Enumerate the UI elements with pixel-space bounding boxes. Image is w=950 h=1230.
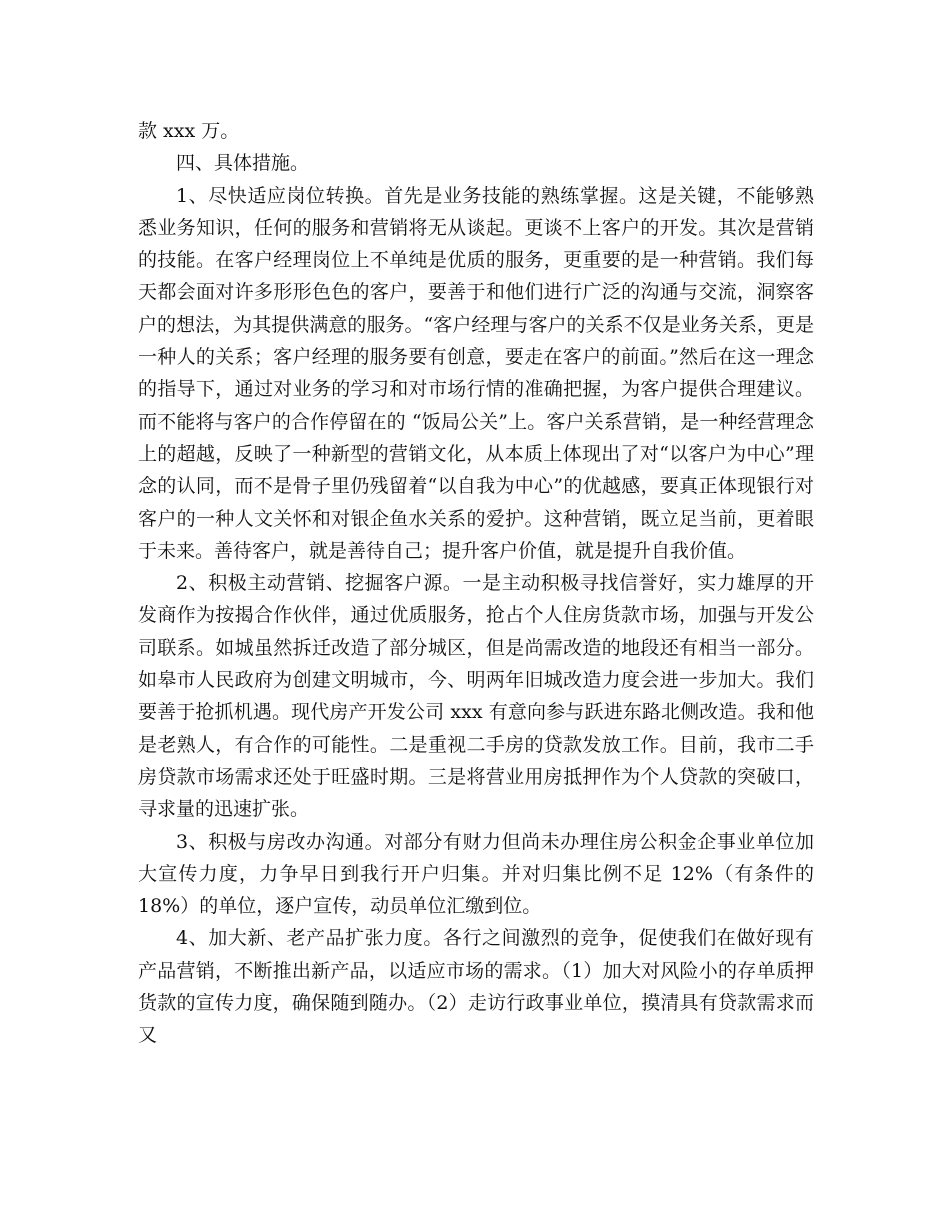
paragraph-measure-1: 1、尽快适应岗位转换。首先是业务技能的熟练掌握。这是关键，不能够熟悉业务知识，任何的服务和营销将无从谈起。更谈不上客户的开发。其次是营销的技能。在客户经理岗位上不单纯是优质的服务，更重要的是一种营销。我们每天都会面对许多形形色色的客户，要善于和他们进行广泛的沟通与交流，洞察客户的想法，为其提供满意的服务。“客户经理与客户的关系不仅是业务关系，更是一种人的关系；客户经理的服务要有创意，要走在客户的前面。”然后在这一理念的指导下，通过对业务的学习和对市场行情的准确把握，为客户提供合理建议。而不能将与客户的合作停留在的 “饭局公关”上。客户关系营销，是一种经营理念上的超越，反映了一种新型的营销文化，从本质上体现出了对“以客户为中心”理念的认同，而不是骨子里仍残留着“以自我为中心”的优越感，要真正体现银行对客户的一种人文关怀和对银企鱼水关系的爱护。这种营销，既立足当前，更着眼于未来。善待客户，就是善待自己；提升客户价值，就是提升自我价值。 [138,184,814,562]
paragraph-measure-4: 4、加大新、老产品扩张力度。各行之间激烈的竞争，促使我们在做好现有产品营销，不断推出新产品，以适应市场的需求。（1）加大对风险小的存单质押货款的宣传力度，确保随到随办。（2）走访行政事业单位，摸清具有贷款需求而又 [138,927,814,1047]
document-body [138,115,814,1052]
paragraph-measure-3: 3、积极与房改办沟通。对部分有财力但尚未办理住房公积金企事业单位加大宣传力度，力争早日到我行开户归集。并对归集比例不足 12%（有条件的 18%）的单位，逐户宣传，动员单位汇缴到位。 [138,830,814,918]
section-heading: 四、具体措施。 [176,152,310,175]
paragraph-measure-2: 2、积极主动营销、挖掘客户源。一是主动积极寻找信誉好，实力雄厚的开发商作为按揭合作伙伴，通过优质服务，抢占个人住房货款市场，加强与开发公司联系。如城虽然拆迁改造了部分城区，但是尚需改造的地段还有相当一部分。如皋市人民政府为创建文明城市，今、明两年旧城改造力度会进一步加大。我们要善于抢抓机遇。现代房产开发公司 xxx 有意向参与跃进东路北侧改造。我和他是老熟人，有合作的可能性。二是重视二手房的贷款发放工作。目前，我市二手房贷款市场需求还处于旺盛时期。三是将营业用房抵押作为个人贷款的突破口，寻求量的迅速扩张。 [138,572,814,821]
paragraph-continuation: 款 xxx 万。 [138,120,240,142]
